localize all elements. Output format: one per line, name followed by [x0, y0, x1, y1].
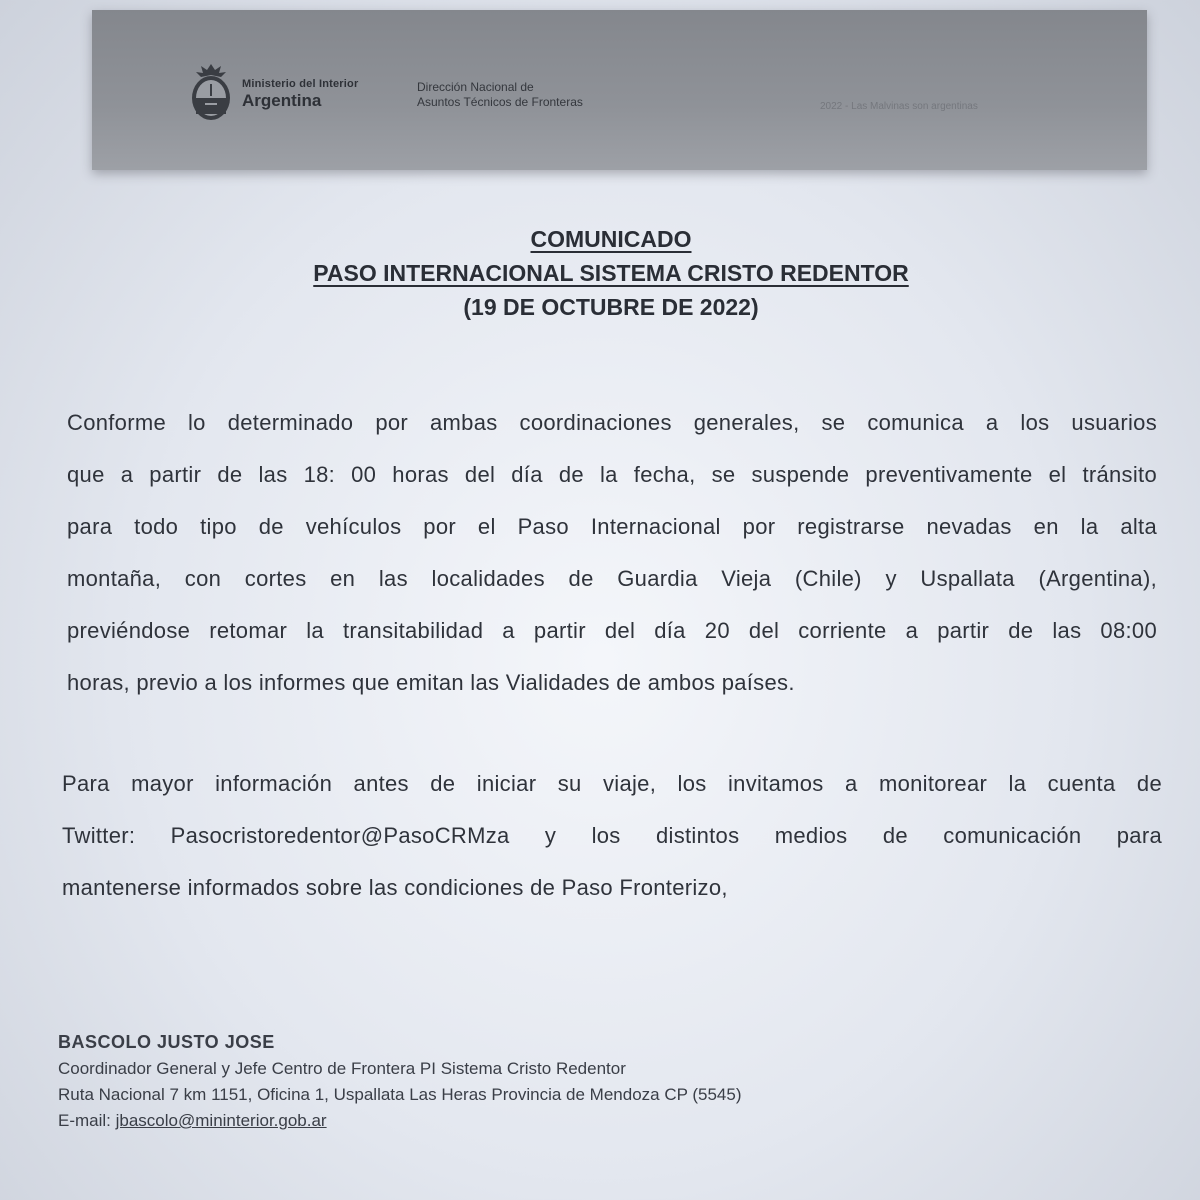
title-line2: PASO INTERNACIONAL SISTEMA CRISTO REDENTOR	[313, 260, 909, 286]
signer-address: Ruta Nacional 7 km 1151, Oficina 1, Uspallata Las Heras Provincia de Mendoza CP (5545)	[58, 1085, 742, 1104]
paragraph-line: previéndose retomar la transitabilidad a partir del día 20 del corriente a partir de las 08:00	[67, 618, 1157, 643]
header-motto: 2022 - Las Malvinas son argentinas	[820, 101, 978, 112]
signature-block	[58, 1028, 742, 1134]
paragraph-line: horas, previo a los informes que emitan las Vialidades de ambos países.	[67, 670, 795, 695]
ministry-name	[242, 78, 358, 111]
signer-name: BASCOLO JUSTO JOSE	[58, 1032, 275, 1052]
ministry-line1: Ministerio del Interior	[242, 78, 359, 90]
title-line3: (19 DE OCTUBRE DE 2022)	[463, 294, 759, 320]
paragraph-line: Twitter: Pasocristoredentor@PasoCRMza y los distintos medios de comunicación para	[62, 823, 1162, 848]
title-line1: COMUNICADO	[530, 226, 692, 252]
signer-role: Coordinador General y Jefe Centro de Frontera PI Sistema Cristo Redentor	[58, 1059, 626, 1078]
email-label: E-mail:	[58, 1111, 116, 1130]
direction-line1: Dirección Nacional de	[417, 80, 534, 94]
paragraph-line: que a partir de las 18: 00 horas del día de la fecha, se suspende preventivamente el tránsito	[67, 462, 1157, 487]
direction-name	[417, 80, 583, 110]
ministry-line2: Argentina	[242, 91, 322, 110]
document-title	[0, 222, 1200, 324]
signer-email-line	[58, 1108, 742, 1134]
paragraph-line: mantenerse informados sobre las condiciones de Paso Fronterizo,	[62, 875, 728, 900]
paragraph-1	[67, 397, 1157, 709]
paragraph-line: Para mayor información antes de iniciar su viaje, los invitamos a monitorear la cuenta de	[62, 771, 1162, 796]
email-link[interactable]: jbascolo@mininterior.gob.ar	[115, 1111, 327, 1130]
coat-of-arms-icon	[188, 60, 234, 122]
direction-line2: Asuntos Técnicos de Fronteras	[417, 95, 583, 109]
paragraph-2	[62, 758, 1162, 914]
paragraph-line: para todo tipo de vehículos por el Paso Internacional por registrarse nevadas en la alta	[67, 514, 1157, 539]
paragraph-line: montaña, con cortes en las localidades de Guardia Vieja (Chile) y Uspallata (Argentina),	[67, 566, 1157, 591]
letterhead-band	[92, 10, 1147, 170]
paragraph-line: Conforme lo determinado por ambas coordinaciones generales, se comunica a los usuarios	[67, 410, 1157, 435]
